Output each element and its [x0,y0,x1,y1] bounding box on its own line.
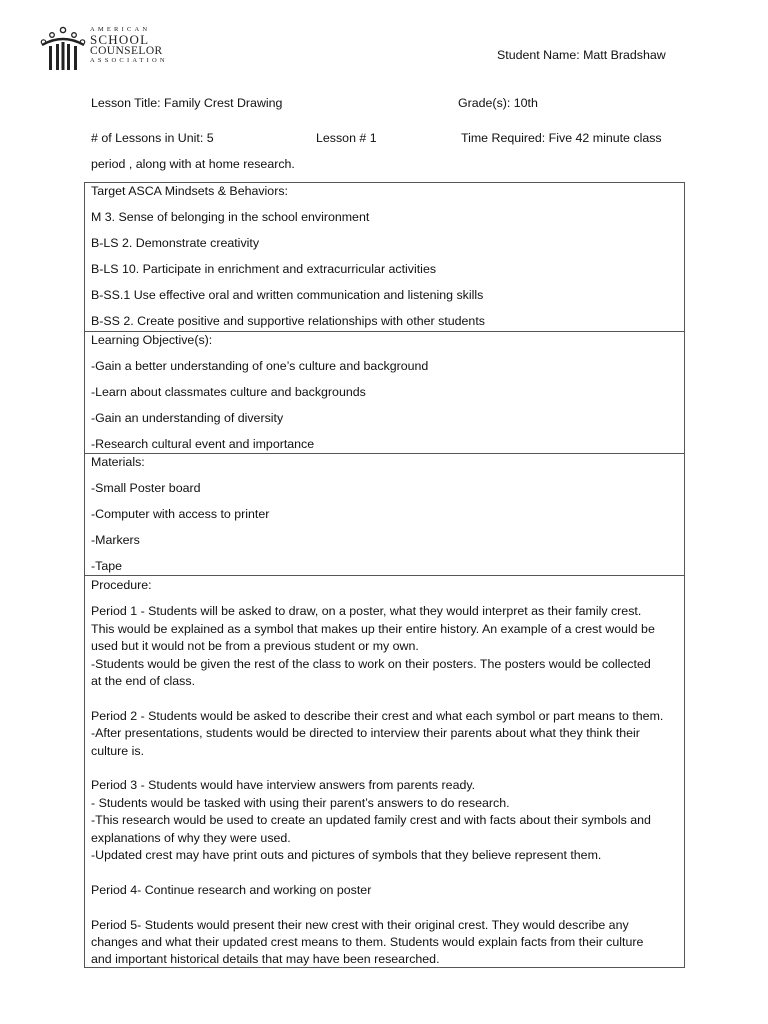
procedure-line: Period 2 - Students would be asked to describe their crest and what each symbol or part means to them. [91,708,664,723]
mindset-item: M 3. Sense of belonging in the school environment [91,210,370,224]
mindset-item: B-LS 10. Participate in enrichment and extracurricular activities [91,262,437,276]
material-item: -Tape [91,559,122,573]
mindset-item: B-SS.1 Use effective oral and written communication and listening skills [91,288,484,302]
period-1-block [91,603,684,690]
lesson-title: Lesson Title: Family Crest Drawing [91,96,283,110]
procedure-line: explanations of why they were used. [91,830,291,845]
procedure-line: - Students would be tasked with using their parent’s answers to do research. [91,795,510,810]
objectives-heading: Learning Objective(s): [91,333,213,347]
asca-columns-icon [40,26,86,72]
procedure-line: -Updated crest may have print outs and pictures of symbols that they believe represent them. [91,848,602,863]
period-4-block [91,882,684,899]
lesson-number: Lesson # 1 [316,131,377,145]
procedure-line: -This research would be used to create an updated family crest and with facts about their symbols and [91,813,651,828]
procedure-line: This would be explained as a symbol that makes up their entire history. An example of a crest would be [91,621,655,636]
procedure-line: Period 5- Students would present their new crest with their original crest. They would describe any [91,917,629,932]
procedure-line: -After presentations, students would be directed to interview their parents about what they think their [91,726,640,741]
materials-heading: Materials: [91,455,145,469]
procedure-section [84,575,685,968]
procedure-heading: Procedure: [91,578,152,592]
objective-item: -Research cultural event and importance [91,437,315,451]
grade-level: Grade(s): 10th [458,96,538,110]
time-required-continued: period , along with at home research. [91,157,295,171]
period-2-block [91,708,684,760]
procedure-line: culture is. [91,743,145,758]
procedure-line: changes and what their updated crest means to them. Students would explain facts from their culture [91,935,644,950]
lessons-in-unit: # of Lessons in Unit: 5 [91,131,214,145]
material-item: -Small Poster board [91,481,201,495]
procedure-line: and important historical details that may have been researched. [91,952,440,967]
objective-item: -Learn about classmates culture and backgrounds [91,385,366,399]
mindset-item: B-SS 2. Create positive and supportive relationships with other students [91,314,485,328]
mindsets-section [84,182,685,332]
procedure-line: used but it would not be from a previous student or my own. [91,639,419,654]
material-item: -Computer with access to printer [91,507,270,521]
logo-line-american: AMERICAN [90,26,151,33]
logo-line-counselor: COUNSELOR [90,44,163,57]
asca-logo [40,26,170,74]
student-name: Student Name: Matt Bradshaw [497,48,666,62]
learning-objectives-section [84,331,685,454]
objective-item: -Gain a better understanding of one’s culture and background [91,359,429,373]
procedure-line: Period 4- Continue research and working on poster [91,882,372,897]
procedure-line: Period 3 - Students would have interview answers from parents ready. [91,778,476,793]
time-required: Time Required: Five 42 minute class [461,131,662,145]
asca-wordmark [90,26,168,65]
period-3-block [91,777,684,864]
procedure-line: Period 1 - Students will be asked to draw, on a poster, what they would interpret as their family crest. [91,604,642,619]
logo-line-school: SCHOOL [90,32,150,47]
material-item: -Markers [91,533,140,547]
mindsets-heading: Target ASCA Mindsets & Behaviors: [91,184,288,198]
mindset-item: B-LS 2. Demonstrate creativity [91,236,260,250]
materials-section [84,453,685,576]
logo-line-association: ASSOCIATION [90,56,168,64]
objective-item: -Gain an understanding of diversity [91,411,284,425]
procedure-line: -Students would be given the rest of the class to work on their posters. The posters would be collected [91,656,651,671]
period-5-block [91,917,684,969]
procedure-line: at the end of class. [91,674,196,689]
